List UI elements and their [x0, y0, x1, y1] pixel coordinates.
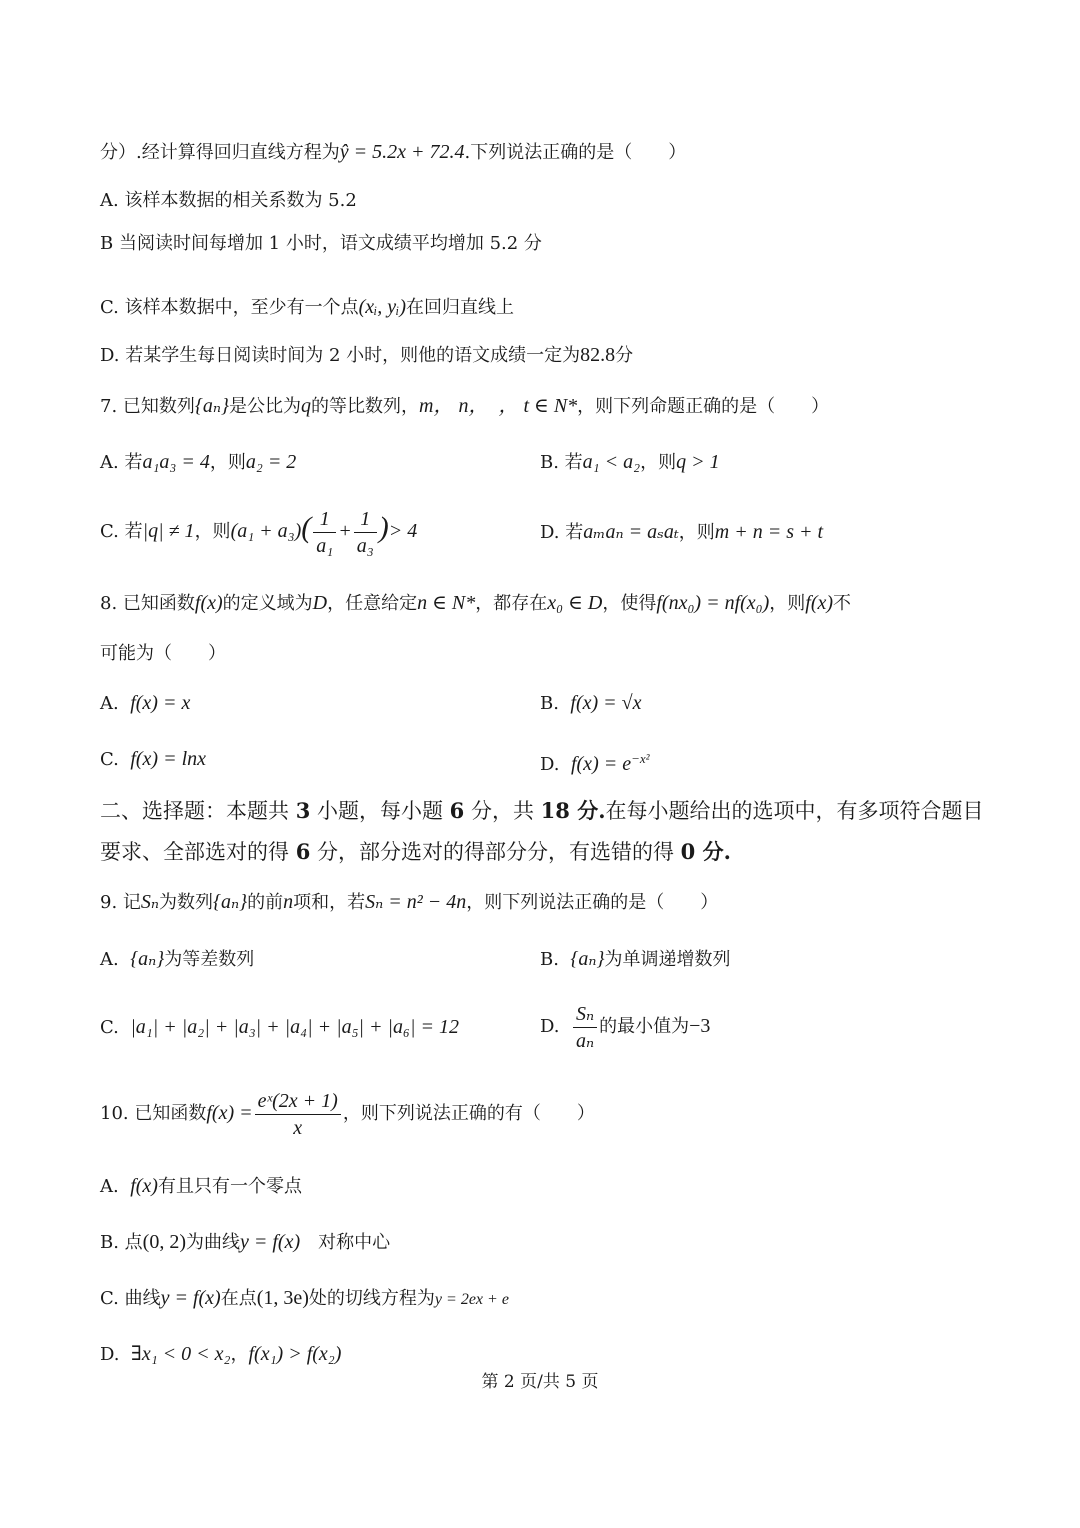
q9-option-b: B. {aₙ}为单调递增数列	[540, 948, 731, 970]
q7-option-b: B. 若a₁ < a₂，则q > 1	[540, 451, 720, 473]
q10-option-c: C. 曲线y = f(x)在点(1, 3e)处的切线方程为y = 2ex + e	[100, 1287, 509, 1309]
section-2-heading-line1: 二、选择题：本题共 3 小题，每小题 6 分，共 18 分.在每小题给出的选项中，有多项符合题目	[100, 798, 984, 823]
q6-option-d: D. 若某学生每日阅读时间为 2 小时，则他的语文成绩一定为82.8分	[100, 344, 634, 366]
question-6-stem-tail: 分）.经计算得回归直线方程为ŷ = 5.2x + 72.4.下列说法正确的是（ ）	[100, 141, 687, 163]
q7-option-d: D. 若aₘaₙ = aₛaₜ，则m + n = s + t	[540, 521, 824, 543]
q6-option-a: A. 该样本数据的相关系数为 5.2	[100, 190, 357, 211]
q10-option-a: A. f(x)有且只有一个零点	[100, 1175, 302, 1197]
q6-option-b: B 当阅读时间每增加 1 小时，语文成绩平均增加 5.2 分	[100, 233, 542, 254]
q8-stem-line2: 可能为（ ）	[100, 643, 226, 664]
q8-option-c: C. f(x) = lnx	[100, 748, 206, 770]
q9-option-a: A. {aₙ}为等差数列	[100, 948, 255, 970]
q8-option-b: B. f(x) = √x	[540, 692, 642, 714]
section-2-heading-line2: 要求、全部选对的得 6 分，部分选对的得部分分，有选错的得 0 分.	[100, 839, 731, 864]
q9-stem: 9. 记Sₙ为数列{aₙ}的前n项和，若Sₙ = n² − 4n，则下列说法正确的是（ ）	[100, 891, 719, 913]
q9-option-c: C. |a₁| + |a₂| + |a₃| + |a₄| + |a₅| + |a₆| = 12	[100, 1016, 459, 1038]
regression-equation: ŷ = 5.2x + 72.4	[339, 141, 465, 163]
q10-option-b: B. 点(0, 2)为曲线y = f(x) 对称中心	[100, 1231, 391, 1253]
q9-option-d: D. $\frac{\text{Sₙ}}{\text{aₙ}}$ 的最小值为−3	[540, 1002, 711, 1052]
q8-option-a: A. f(x) = x	[100, 692, 191, 714]
q7-stem: 7. 已知数列{aₙ}是公比为q的等比数列，m， n， ， t ∈ N*，则下列命题正确的是（ ）	[100, 395, 830, 417]
q10-option-d: D. ∃x₁ < 0 < x₂，f(x₁) > f(x₂)	[100, 1343, 342, 1365]
q7-option-c: C. 若|q| ≠ 1，则(a₁ + a₃)( $\frac{1}{\text{a₁}}$ + $\frac{1}{\text{a₃}}$ )> 4	[100, 507, 418, 557]
q8-stem: 8. 已知函数f(x)的定义域为D，任意给定n ∈ N*，都存在x₀ ∈ D，使得f(nx₀) = nf(x₀)，则f(x)不	[100, 592, 852, 614]
q10-stem: 10. 已知函数f(x) = $\frac{\text{eˣ(2x + 1)}}{x}$ ，则下列说法正确的有（ ）	[100, 1089, 595, 1139]
q8-option-d: D. $f(x) = e^{-x^2}$	[540, 751, 650, 775]
q6-option-c: C. 该样本数据中，至少有一个点(xᵢ, yᵢ)在回归直线上	[100, 296, 514, 318]
q7-option-a: A. 若a₁a₃ = 4，则a₂ = 2	[100, 451, 297, 473]
page-number-footer: 第 2 页/共 5 页	[481, 1372, 599, 1392]
